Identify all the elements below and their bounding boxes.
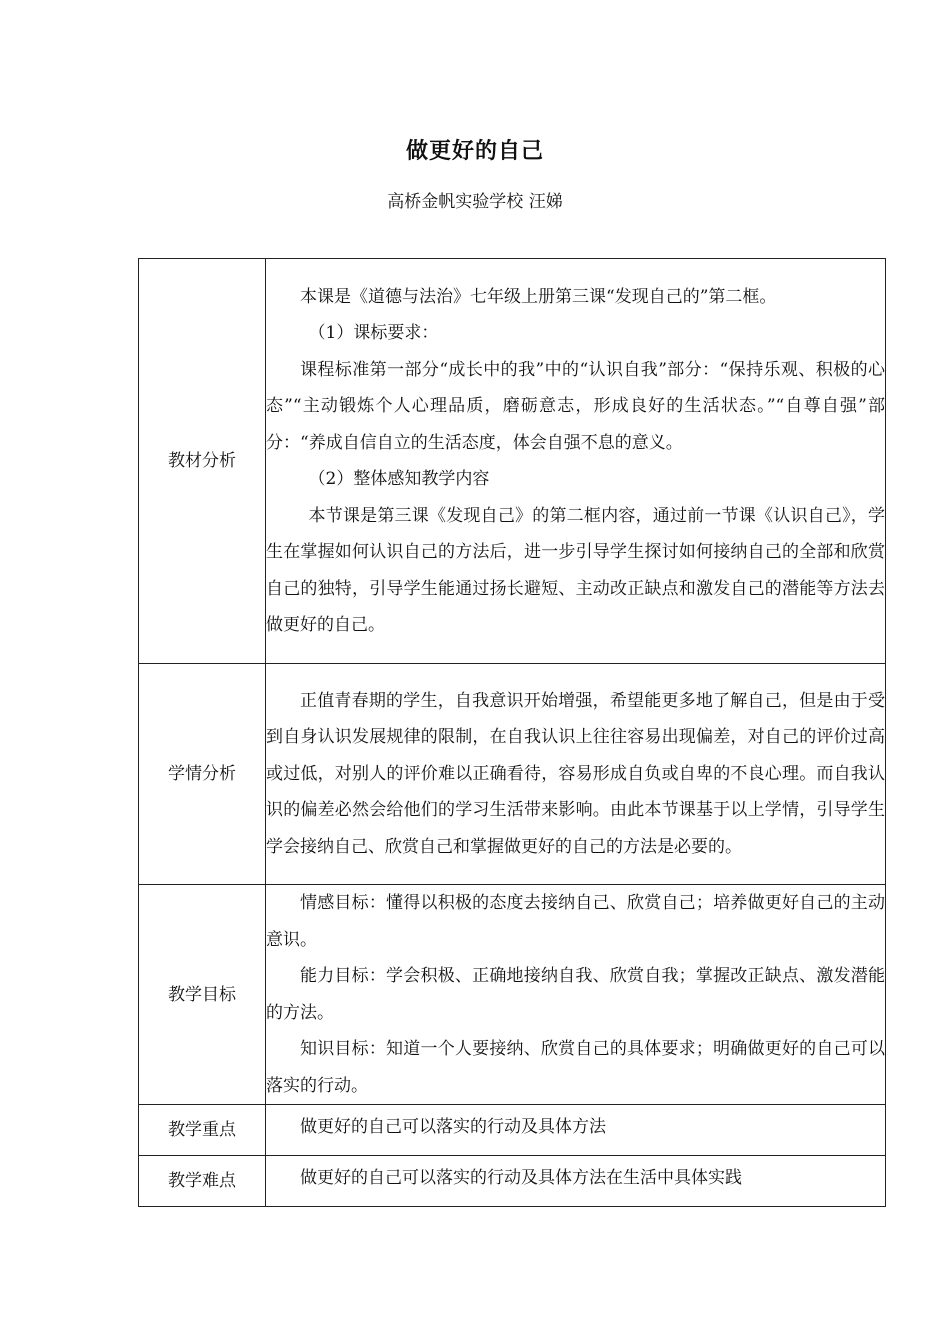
row-label: 教学重点 bbox=[139, 1105, 266, 1156]
paragraph: 情感目标：懂得以积极的态度去接纳自己、欣赏自己；培养做更好自己的主动意识。 bbox=[266, 893, 885, 950]
paragraph: （1）课标要求： bbox=[308, 323, 439, 343]
lesson-plan-table bbox=[138, 258, 886, 1207]
table-row-textbook-analysis bbox=[139, 259, 886, 664]
paragraph: 做更好的自己可以落实的行动及具体方法 bbox=[300, 1117, 606, 1137]
paragraph: 本节课是第三课《发现自己》的第二框内容，通过前一节课《认识自己》，学生在掌握如何认识自己的方法后，进一步引导学生探讨如何接纳自己的全部和欣赏自己的独特，引导学生能通过扬长避短、主动改正缺点和激发自己的潜能等方法去做更好的自己。 bbox=[266, 505, 885, 635]
table-row-key-points bbox=[139, 1105, 886, 1156]
document-title: 做更好的自己 bbox=[405, 139, 544, 164]
author-line: 高桥金帆实验学校 汪娣 bbox=[387, 192, 563, 212]
paragraph: 正值青春期的学生，自我意识开始增强，希望能更多地了解自己，但是由于受到自身认识发展规律的限制，在自我认识上往往容易出现偏差，对自己的评价过高或过低，对别人的评价难以正确看待，容易形成自负或自卑的不良心理。而自我认识的偏差必然会给他们的学习生活带来影响。由此本节课基于以上学情，引导学生学会接纳自己、欣赏自己和掌握做更好的自己的方法是必要的。 bbox=[266, 690, 885, 857]
table-row-difficult-points bbox=[139, 1156, 886, 1207]
paragraph: 做更好的自己可以落实的行动及具体方法在生活中具体实践 bbox=[300, 1168, 742, 1188]
row-label: 教学目标 bbox=[139, 885, 266, 1105]
table-row-teaching-objectives bbox=[139, 885, 886, 1105]
paragraph: 能力目标：学会积极、正确地接纳自我、欣赏自我；掌握改正缺点、激发潜能的方法。 bbox=[266, 966, 885, 1023]
row-content bbox=[266, 1105, 886, 1156]
row-label: 教学难点 bbox=[139, 1156, 266, 1207]
row-content bbox=[266, 885, 886, 1105]
row-content bbox=[266, 664, 886, 885]
paragraph: 知识目标：知道一个人要接纳、欣赏自己的具体要求；明确做更好的自己可以落实的行动。 bbox=[266, 1039, 885, 1096]
paragraph: 本课是《道德与法治》七年级上册第三课“发现自己的”第二框。 bbox=[300, 286, 777, 307]
table-row-learner-analysis bbox=[139, 664, 886, 885]
row-content bbox=[266, 259, 886, 664]
paragraph: （2）整体感知教学内容 bbox=[308, 469, 490, 489]
row-label: 学情分析 bbox=[139, 664, 266, 885]
paragraph: 课程标准第一部分“成长中的我”中的“认识自我”部分：“保持乐观、积极的心态”“主动锻炼个人心理品质，磨砺意志，形成良好的生活状态。”“自尊自强”部分：“养成自信自立的生活态度，体会自强不息的意义。 bbox=[266, 359, 885, 453]
row-label: 教材分析 bbox=[139, 259, 266, 664]
row-content bbox=[266, 1156, 886, 1207]
